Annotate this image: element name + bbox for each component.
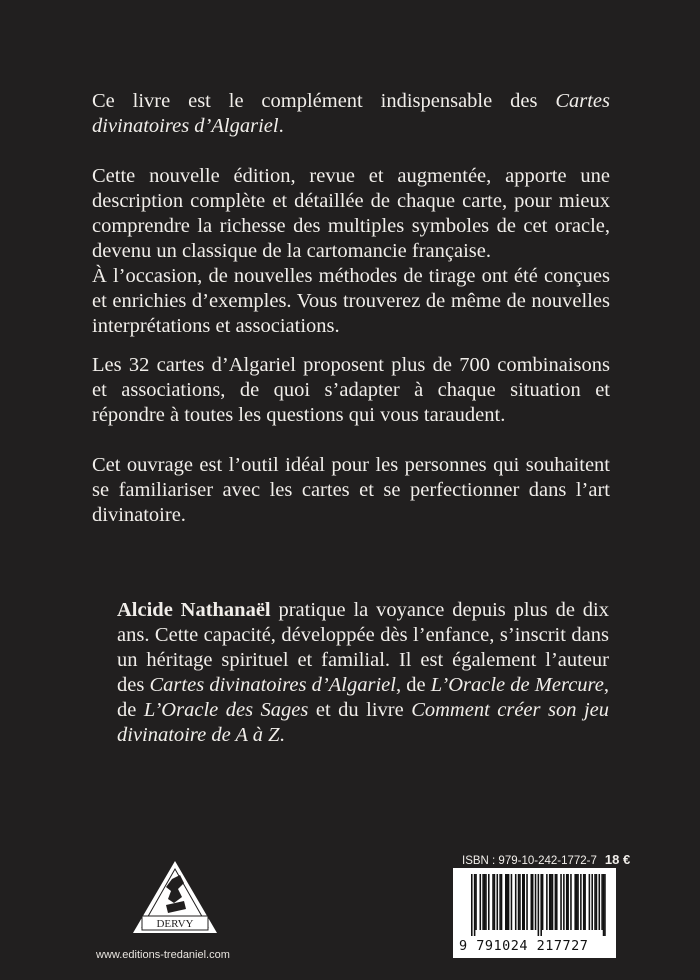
bio-work-4: Comment créer son jeu divinatoire de A à Z [117,699,609,746]
barcode-bar [540,874,542,936]
barcode-digits: 9 791024 217727 [459,938,589,954]
barcode-bar [523,874,525,930]
barcode-bar [494,874,496,930]
barcode-bar [522,874,524,930]
bio-work-2: L’Oracle de Mercure [430,674,604,696]
purpose-paragraph [92,453,610,528]
barcode-bar [574,874,576,930]
barcode-bar [604,874,606,936]
barcode-bar [471,874,473,936]
barcode-bar [577,874,579,930]
barcode-bar [594,874,596,930]
barcode-bar [556,874,558,930]
barcode-bar [560,874,562,930]
barcode-bar [505,874,507,930]
cards-text: Les 32 cartes d’Algariel proposent plus de 700 combinaisons et associations, de quoi s’adapter à chaque situation et répondre à toutes les questions qui vous taraudent. [92,354,610,426]
isbn-label: ISBN : 979-10-242-1772-7 [462,855,597,867]
barcode-bar [515,874,517,930]
barcode-bar [552,874,554,930]
bio-sep: , de [117,674,609,721]
barcode-bar [596,874,598,930]
barcode-bar [591,874,593,930]
barcode-bars [471,874,607,936]
barcode-bar [580,874,582,930]
barcode-bar [570,874,572,930]
bio-sep: et du livre [308,699,412,721]
bio-work-3: L’Oracle des Sages [143,699,309,721]
edition-paragraph [92,164,610,339]
edition-text-b: À l’occasion, de nouvelles méthodes de tirage ont été conçues et enrichies d’exemples. Vous trouverez de même de nouvelles interprétations et associations. [92,265,610,337]
barcode-bar [566,874,568,930]
publisher-website[interactable]: www.editions-tredaniel.com [96,949,230,961]
barcode-bar [555,874,557,930]
barcode-bar [506,874,508,930]
barcode-bar [576,874,578,930]
bio-end: . [279,724,285,746]
barcode-bar [546,874,548,930]
barcode-bar [511,874,513,930]
barcode-bar [583,874,585,930]
barcode-bar [550,874,552,930]
dervy-logo [128,859,222,941]
author-bio [117,598,609,748]
publisher-logo-text: DERVY [156,918,194,930]
author-name: Alcide Nathanaël [117,599,271,621]
barcode-bar [497,874,499,930]
barcode-bar [475,874,477,930]
barcode-bar [542,874,544,930]
barcode-bar [599,874,601,930]
bio-work-1: Cartes divinatoires d’Algariel [149,674,396,696]
barcode-bar [567,874,569,930]
intro-text: Ce livre est le complément indispensable des [92,90,556,112]
barcode-bar [526,874,528,930]
barcode-bar [549,874,551,930]
barcode-bar [531,874,533,930]
barcode-bar [519,874,521,930]
barcode-bar [532,874,534,930]
barcode-bar [508,874,510,930]
barcode-bar [484,874,486,930]
isbn-price-line [462,852,630,867]
bio-sep: , de [395,674,431,696]
bio-text: pratique la voyance depuis plus de dix ans. Cette capacité, développée dès l’enfance, s’inscrit dans un héritage spirituel et familial. Il est également l’auteur des [117,599,610,696]
barcode-bar [482,874,484,930]
barcode-bar [501,874,503,930]
barcode-bar [480,874,482,930]
barcode-bar [499,874,501,930]
barcode-bar [603,874,605,936]
barcode [453,868,616,958]
barcode-bar [488,874,490,930]
barcode-bar [492,874,494,930]
barcode-bar [474,874,476,936]
purpose-text: Cet ouvrage est l’outil idéal pour les personnes qui souhaitent se familiariser avec les cartes et se perfectionner dans l’art divinatoire. [92,454,610,526]
barcode-bar [535,874,537,930]
barcode-bar [584,874,586,930]
price: 18 € [604,852,631,867]
intro-end: . [278,115,284,137]
barcode-bar [601,874,603,930]
barcode-bar [538,874,540,936]
edition-text-a: Cette nouvelle édition, revue et augmentée, apporte une description complète et détaillée de chaque carte, pour mieux comprendre la richesse des multiples symboles de cet oracle, devenu un classique de la cartomancie française. [92,165,610,262]
barcode-bar [589,874,591,930]
barcode-bar [563,874,565,930]
barcode-bar [518,874,520,930]
intro-book-title: Cartes divinatoires d’Algariel [92,90,610,137]
barcode-bar [485,874,487,930]
cards-paragraph [92,353,610,428]
intro-paragraph [92,89,610,139]
